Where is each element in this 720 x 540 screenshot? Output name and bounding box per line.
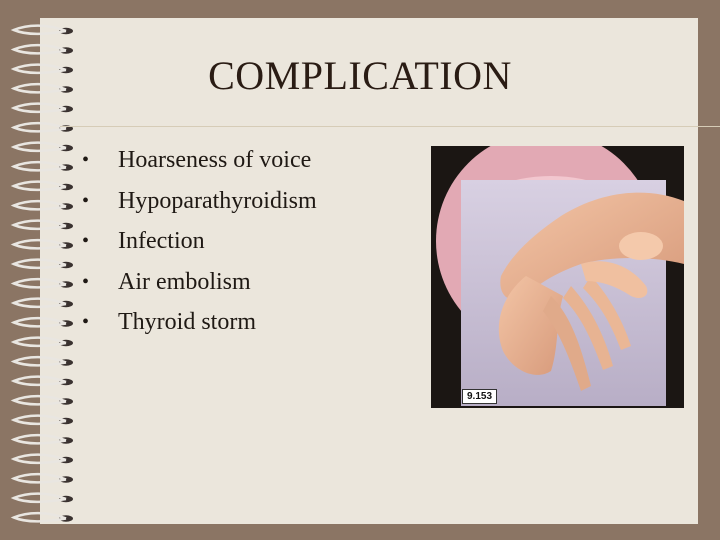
binding-coil <box>14 279 66 287</box>
bullet-icon: • <box>82 189 90 212</box>
binding-coil <box>14 143 66 151</box>
list-item: • Hypoparathyroidism <box>82 181 317 222</box>
binding-coil <box>14 123 66 131</box>
bullet-icon: • <box>82 149 90 171</box>
binding-coil <box>14 201 66 209</box>
binding-coil <box>14 513 66 521</box>
binding-coil <box>14 318 66 326</box>
binding-coil <box>14 338 66 346</box>
binding-coil <box>14 357 66 365</box>
bullet-list <box>82 140 317 343</box>
binding-coil <box>14 240 66 248</box>
binding-coil <box>14 260 66 268</box>
figure-label: 9.153 <box>462 389 497 404</box>
hand-photo <box>431 146 684 408</box>
binding-coil <box>14 182 66 190</box>
bullet-icon: • <box>82 311 90 333</box>
binding-coil <box>14 455 66 463</box>
binding-coil <box>14 299 66 307</box>
binding-coil <box>14 162 66 170</box>
binding-coil <box>14 221 66 229</box>
binding-coil <box>14 474 66 482</box>
binding-coil <box>14 396 66 404</box>
slide-title: COMPLICATION <box>208 53 512 98</box>
list-item: • Hoarseness of voice <box>82 140 317 181</box>
binding-coil <box>14 494 66 502</box>
binding-coil <box>14 26 66 34</box>
binding-coil <box>14 416 66 424</box>
list-item: • Infection <box>82 221 317 262</box>
binding-coil <box>14 104 66 112</box>
binding-coil <box>14 435 66 443</box>
list-item: • Air embolism <box>82 262 317 303</box>
title-divider <box>60 126 720 127</box>
binding-coil <box>14 377 66 385</box>
bullet-icon: • <box>82 270 90 293</box>
list-item: • Thyroid storm <box>82 302 317 343</box>
bullet-icon: • <box>82 230 90 252</box>
